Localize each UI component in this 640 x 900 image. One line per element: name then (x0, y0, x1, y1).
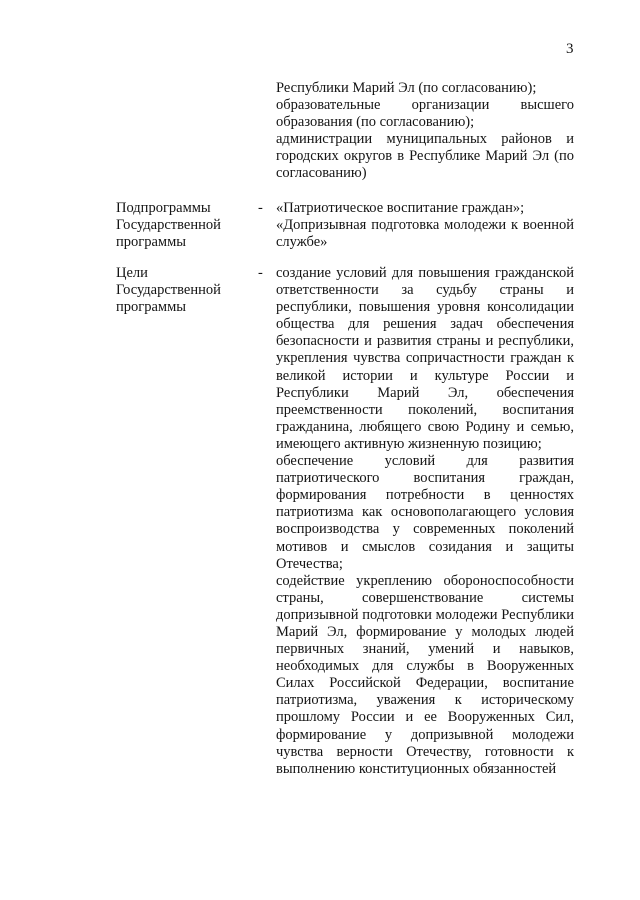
content-paragraph: «Патриотическое воспитание граждан»; (276, 200, 525, 216)
row-dash: - (258, 265, 263, 281)
content-paragraph: Республики Марий Эл (по согласованию); (276, 80, 537, 96)
page-number: 3 (566, 41, 574, 57)
row-content (276, 265, 574, 778)
row-label: Подпрограммы Государственной программы (116, 200, 221, 251)
row-label: Цели Государственной программы (116, 265, 221, 316)
content-paragraph: «Допризывная подготовка молодежи к военной службе» (276, 217, 574, 251)
content-paragraph: обеспечение условий для развития патриотического воспитания граждан, формирования потребности в ценностях патриотизма как основополагающего условия воспроизводства у современных поколений мотивов и смыслов созидания и защиты Отечества; (276, 453, 574, 572)
content-paragraph: создание условий для повышения гражданской ответственности за судьбу страны и республики, повышения уровня консолидации общества для решения задач обеспечения безопасности и развития страны и республики, укрепления чувства сопричастности граждан к великой истории и культуре России и Республики Марий Эл, обеспечения преемственности поколений, воспитания гражданина, любящего свою Родину и семью, имеющего активную жизненную позицию; (276, 265, 574, 452)
row-dash: - (258, 200, 263, 216)
content-paragraph: администрации муниципальных районов и городских округов в Республике Марий Эл (по согласованию) (276, 131, 574, 182)
content-paragraph: содействие укреплению обороноспособности страны, совершенствование системы допризывной подготовки молодежи Республики Марий Эл, формирование у молодых людей первичных знаний, умений и навыков, необходимых для службы в Вооруженных Силах Российской Федерации, воспитание патриотизма, уважения к историческому прошлому России и ее Вооруженных Сил, формирование у допризывной молодежи чувства верности Отечеству, готовности к выполнению конституционных обязанностей (276, 572, 574, 777)
content-paragraph: образовательные организации высшего образования (по согласованию); (276, 97, 574, 131)
row-content (276, 80, 574, 183)
row-content (276, 200, 574, 251)
